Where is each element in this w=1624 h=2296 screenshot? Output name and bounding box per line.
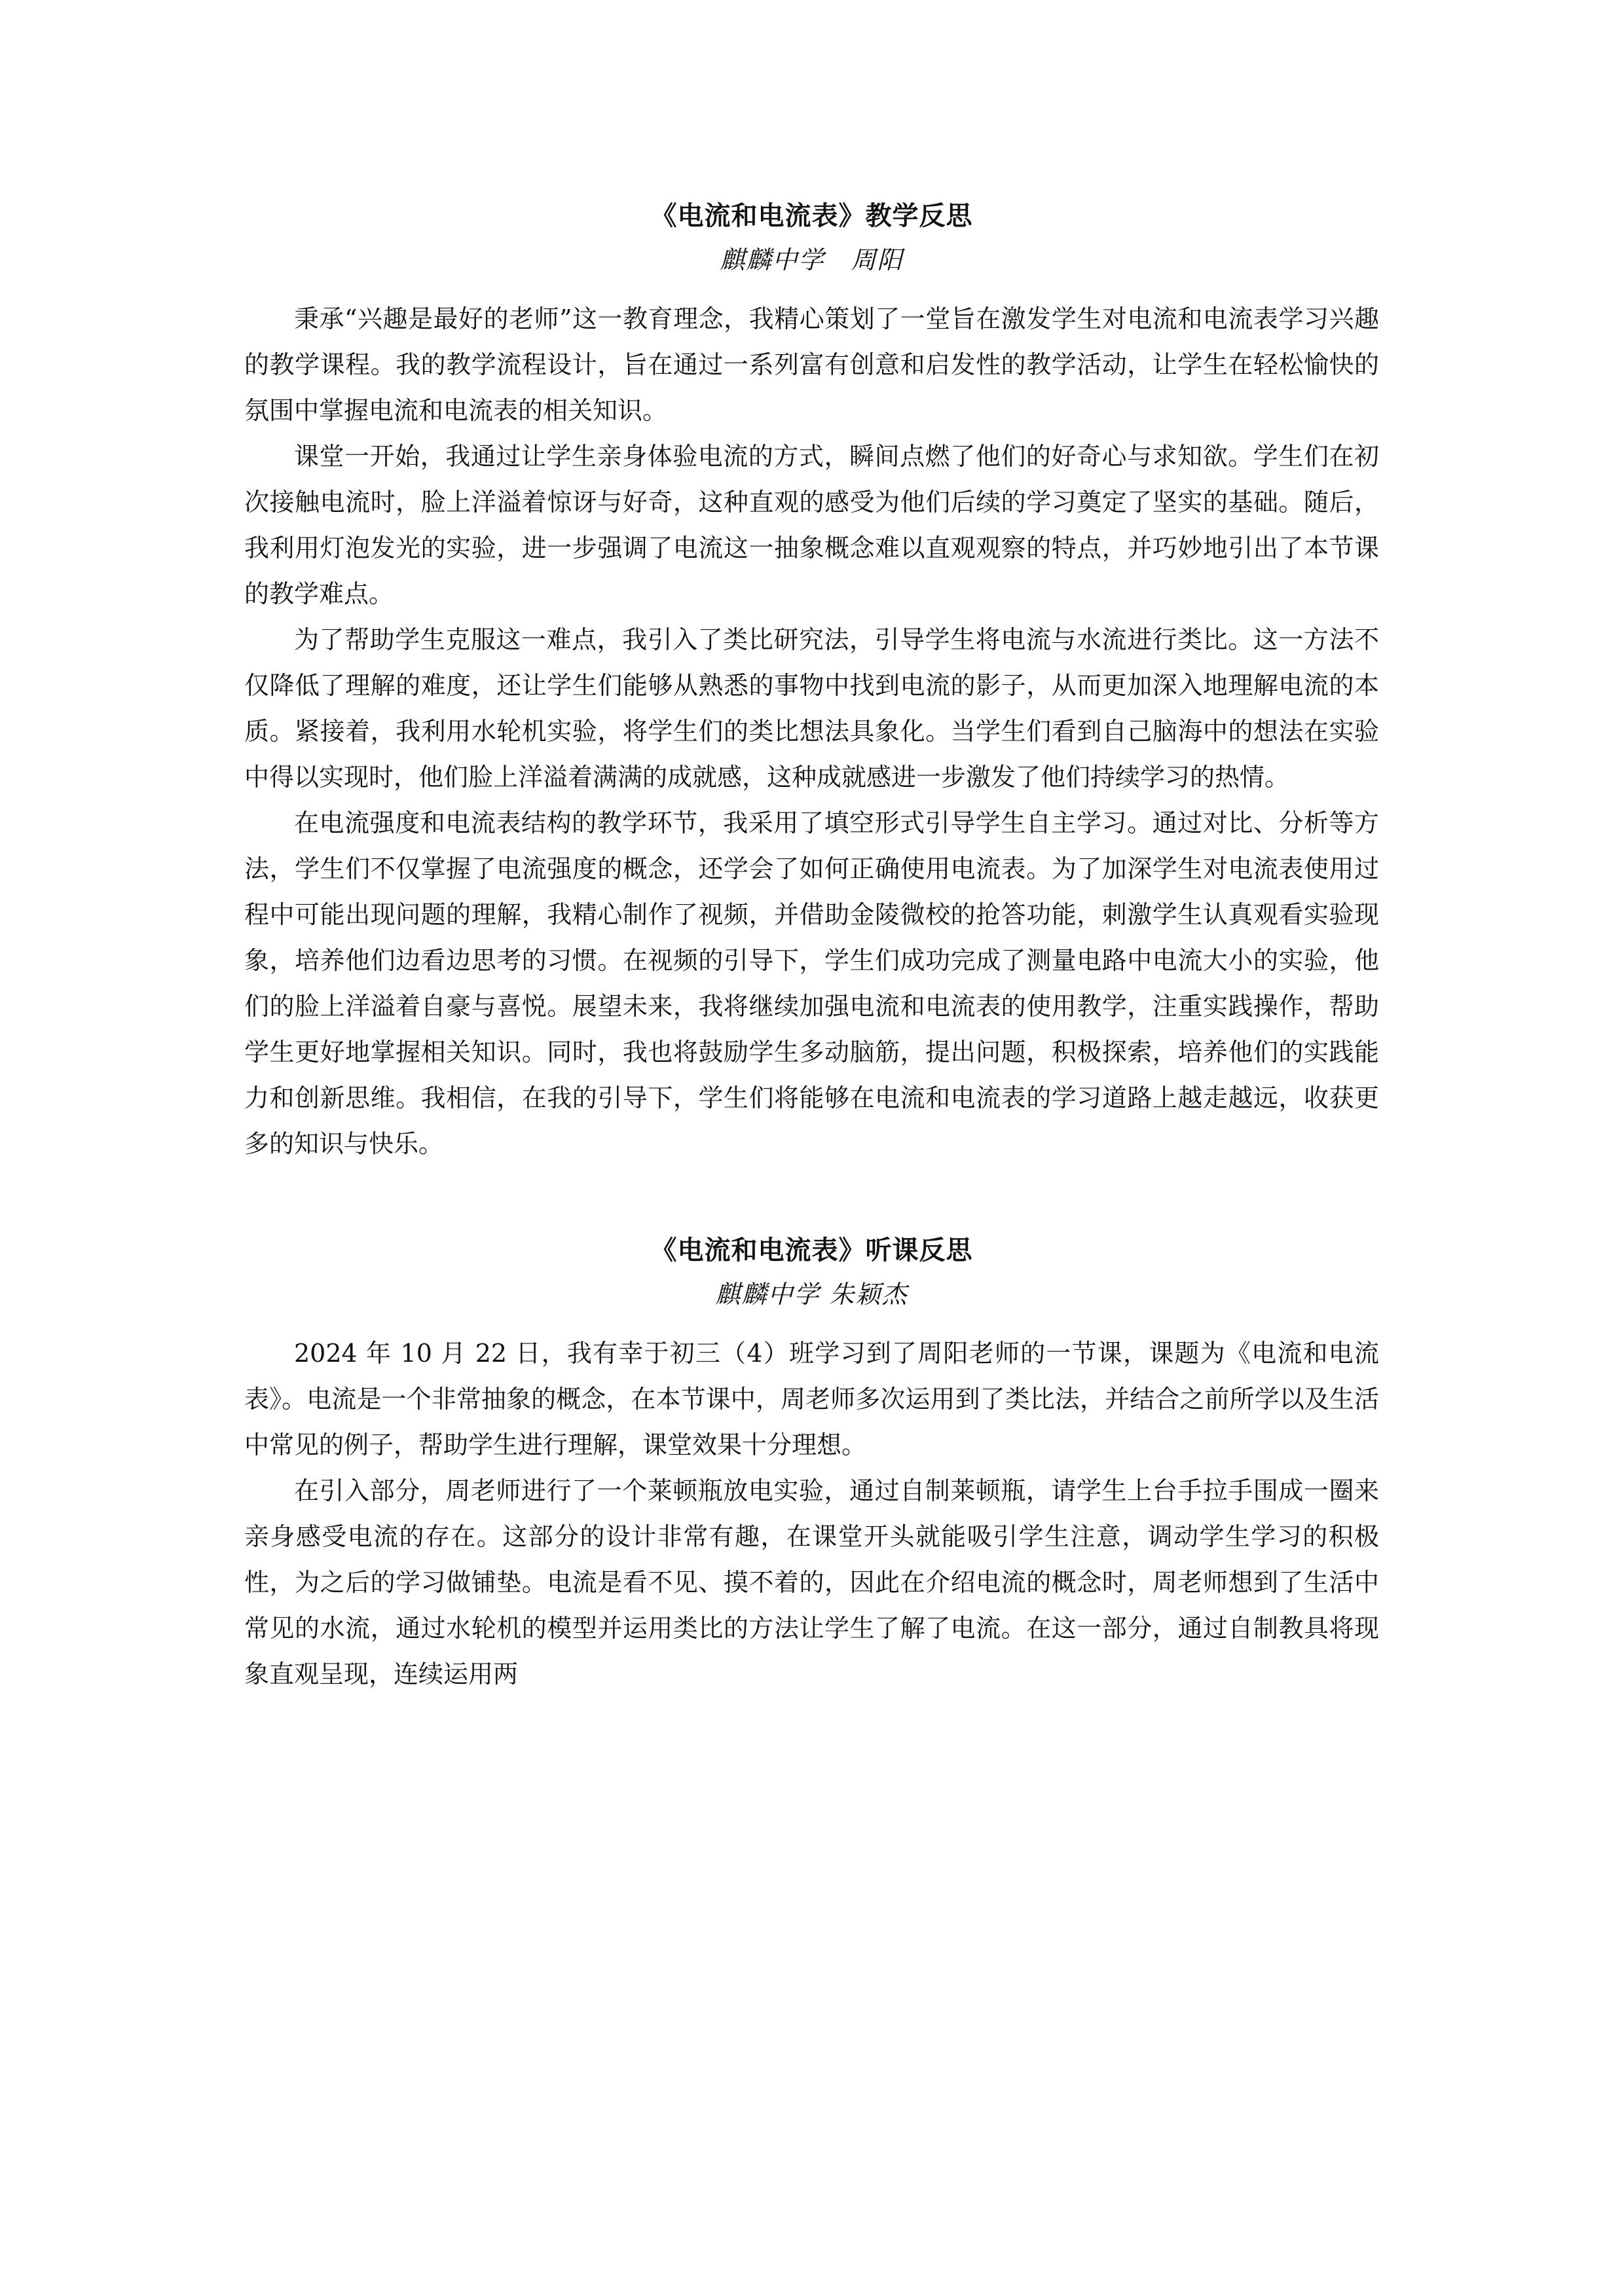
paragraph: 2024 年 10 月 22 日，我有幸于初三（4）班学习到了周阳老师的一节课，课题为《电流和电流表》。电流是一个非常抽象的概念，在本节课中，周老师多次运用到了类比法，并结合之前所学以及生活中常见的例子，帮助学生进行理解，课堂效果十分理想。 xyxy=(244,1339,1379,1459)
section-teaching-reflection xyxy=(244,196,1379,1167)
section-title: 《电流和电流表》听课反思 xyxy=(650,1235,973,1266)
paragraph: 在电流强度和电流表结构的教学环节，我采用了填空形式引导学生自主学习。通过对比、分析等方法，学生们不仅掌握了电流强度的概念，还学会了如何正确使用电流表。为了加深学生对电流表使用过程中可能出现问题的理解，我精心制作了视频，并借助金陵微校的抢答功能，刺激学生认真观看实验现象，培养他们边看边思考的习惯。在视频的引导下，学生们成功完成了测量电路中电流大小的实验，他们的脸上洋溢着自豪与喜悦。展望未来，我将继续加强电流和电流表的使用教学，注重实践操作，帮助学生更好地掌握相关知识。同时，我也将鼓励学生多动脑筋，提出问题，积极探索，培养他们的实践能力和创新思维。我相信，在我的引导下，学生们将能够在电流和电流表的学习道路上越走越远，收获更多的知识与快乐。 xyxy=(244,809,1379,1158)
section-observation-reflection xyxy=(244,1231,1379,1697)
section-author: 麒麟中学 周阳 xyxy=(720,246,904,274)
paragraph: 在引入部分，周老师进行了一个莱顿瓶放电实验，通过自制莱顿瓶，请学生上台手拉手围成一圈来亲身感受电流的存在。这部分的设计非常有趣，在课堂开头就能吸引学生注意，调动学生学习的积极性，为之后的学习做铺垫。电流是看不见、摸不着的，因此在介绍电流的概念时，周老师想到了生活中常见的水流，通过水轮机的模型并运用类比的方法让学生了解了电流。在这一部分，通过自制教具将现象直观呈现，连续运用两 xyxy=(244,1476,1379,1688)
paragraph: 为了帮助学生克服这一难点，我引入了类比研究法，引导学生将电流与水流进行类比。这一方法不仅降低了理解的难度，还让学生们能够从熟悉的事物中找到电流的影子，从而更加深入地理解电流的本质。紧接着，我利用水轮机实验，将学生们的类比想法具象化。当学生们看到自己脑海中的想法在实验中得以实现时，他们脸上洋溢着满满的成就感，这种成就感进一步激发了他们持续学习的热情。 xyxy=(244,625,1379,792)
paragraph: 秉承“兴趣是最好的老师”这一教育理念，我精心策划了一堂旨在激发学生对电流和电流表学习兴趣的教学课程。我的教学流程设计，旨在通过一系列富有创意和启发性的教学活动，让学生在轻松愉快的氛围中掌握电流和电流表的相关知识。 xyxy=(244,304,1379,425)
document-page xyxy=(244,196,1379,1697)
paragraph: 课堂一开始，我通过让学生亲身体验电流的方式，瞬间点燃了他们的好奇心与求知欲。学生们在初次接触电流时，脸上洋溢着惊讶与好奇，这种直观的感受为他们后续的学习奠定了坚实的基础。随后，我利用灯泡发光的实验，进一步强调了电流这一抽象概念难以直观观察的特点，并巧妙地引出了本节课的教学难点。 xyxy=(244,442,1379,608)
section-title: 《电流和电流表》教学反思 xyxy=(650,201,973,231)
section-author: 麒麟中学 朱颖杰 xyxy=(715,1280,908,1309)
section-spacer xyxy=(244,1167,1379,1231)
